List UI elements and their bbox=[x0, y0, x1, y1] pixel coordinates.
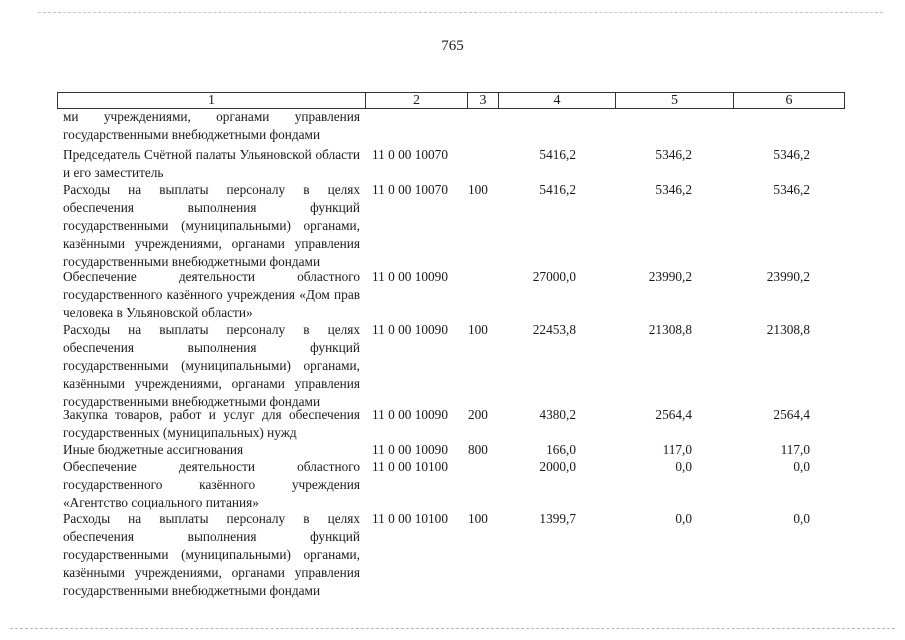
row-code: 11 0 00 10090 bbox=[372, 407, 448, 422]
header-col-4: 4 bbox=[499, 93, 616, 108]
row-value-col4: 4380,2 bbox=[539, 407, 576, 422]
row-code: 11 0 00 10070 bbox=[372, 147, 448, 162]
row-description: Расходы на выплаты персоналу в целях обеспечения выполнения функций государственными (муниципальными) органами, казёнными учреждениями, органами управления государственными внебюджетными фондами bbox=[63, 322, 360, 409]
row-value-col6: 2564,4 bbox=[773, 407, 810, 422]
header-col-5: 5 bbox=[616, 93, 734, 108]
row-value-col6: 23990,2 bbox=[766, 269, 810, 284]
page-number: 765 bbox=[441, 38, 464, 54]
header-col-6: 6 bbox=[785, 93, 793, 108]
row-code: 11 0 00 10100 bbox=[372, 511, 448, 526]
row-code: 11 0 00 10090 bbox=[372, 322, 448, 337]
row-description: Председатель Счётной палаты Ульяновской области и его заместитель bbox=[63, 147, 360, 180]
row-description: Расходы на выплаты персоналу в целях обеспечения выполнения функций государственными (муниципальными) органами, казёнными учреждениями, органами управления государственными внебюджетными фондами bbox=[63, 511, 360, 598]
row-value-col5: 117,0 bbox=[662, 442, 692, 457]
row-value-col4: 5416,2 bbox=[539, 147, 576, 162]
row-description: Обеспечение деятельности областного государственного казённого учреждения «Дом прав человека в Ульяновской области» bbox=[63, 269, 360, 320]
row-value-col6: 5346,2 bbox=[773, 182, 810, 197]
row-expense-type: 200 bbox=[468, 407, 488, 422]
row-code: 11 0 00 10090 bbox=[372, 269, 448, 284]
row-value-col5: 21308,8 bbox=[648, 322, 692, 337]
row-description: Закупка товаров, работ и услуг для обеспечения государственных (муниципальных) нужд bbox=[63, 407, 360, 440]
row-expense-type: 100 bbox=[468, 511, 488, 526]
scan-edge-top bbox=[38, 12, 883, 13]
row-value-col5: 5346,2 bbox=[655, 147, 692, 162]
row-code: 11 0 00 10070 bbox=[372, 182, 448, 197]
row-value-col5: 0,0 bbox=[675, 459, 692, 474]
row-value-col4: 166,0 bbox=[546, 442, 576, 457]
row-value-col6: 5346,2 bbox=[773, 147, 810, 162]
row-value-col6: 0,0 bbox=[793, 511, 810, 526]
row-description: Обеспечение деятельности областного государственного казённого учреждения «Агентство социального питания» bbox=[63, 459, 360, 510]
row-value-col4: 27000,0 bbox=[532, 269, 576, 284]
row-description: ми учреждениями, органами управления государственными внебюджетными фондами bbox=[63, 109, 360, 142]
header-col-3: 3 bbox=[468, 93, 499, 108]
row-description: Иные бюджетные ассигнования bbox=[63, 442, 244, 457]
row-expense-type: 100 bbox=[468, 182, 488, 197]
header-col-1: 1 bbox=[58, 93, 366, 108]
row-value-col5: 23990,2 bbox=[648, 269, 692, 284]
header-col-2: 2 bbox=[366, 93, 468, 108]
table-header bbox=[57, 92, 845, 109]
row-value-col4: 5416,2 bbox=[539, 182, 576, 197]
row-value-col5: 5346,2 bbox=[655, 182, 692, 197]
row-code: 11 0 00 10090 bbox=[372, 442, 448, 457]
row-description: Расходы на выплаты персоналу в целях обеспечения выполнения функций государственными (муниципальными) органами, казёнными учреждениями, органами управления государственными внебюджетными фондами bbox=[63, 182, 360, 269]
row-value-col6: 21308,8 bbox=[766, 322, 810, 337]
row-value-col5: 2564,4 bbox=[655, 407, 692, 422]
row-value-col6: 0,0 bbox=[793, 459, 810, 474]
row-code: 11 0 00 10100 bbox=[372, 459, 448, 474]
scan-edge-bottom bbox=[10, 628, 895, 629]
row-value-col6: 117,0 bbox=[780, 442, 810, 457]
row-value-col5: 0,0 bbox=[675, 511, 692, 526]
row-expense-type: 800 bbox=[468, 442, 488, 457]
row-expense-type: 100 bbox=[468, 322, 488, 337]
row-value-col4: 22453,8 bbox=[532, 322, 576, 337]
row-value-col4: 1399,7 bbox=[539, 511, 576, 526]
row-value-col4: 2000,0 bbox=[539, 459, 576, 474]
